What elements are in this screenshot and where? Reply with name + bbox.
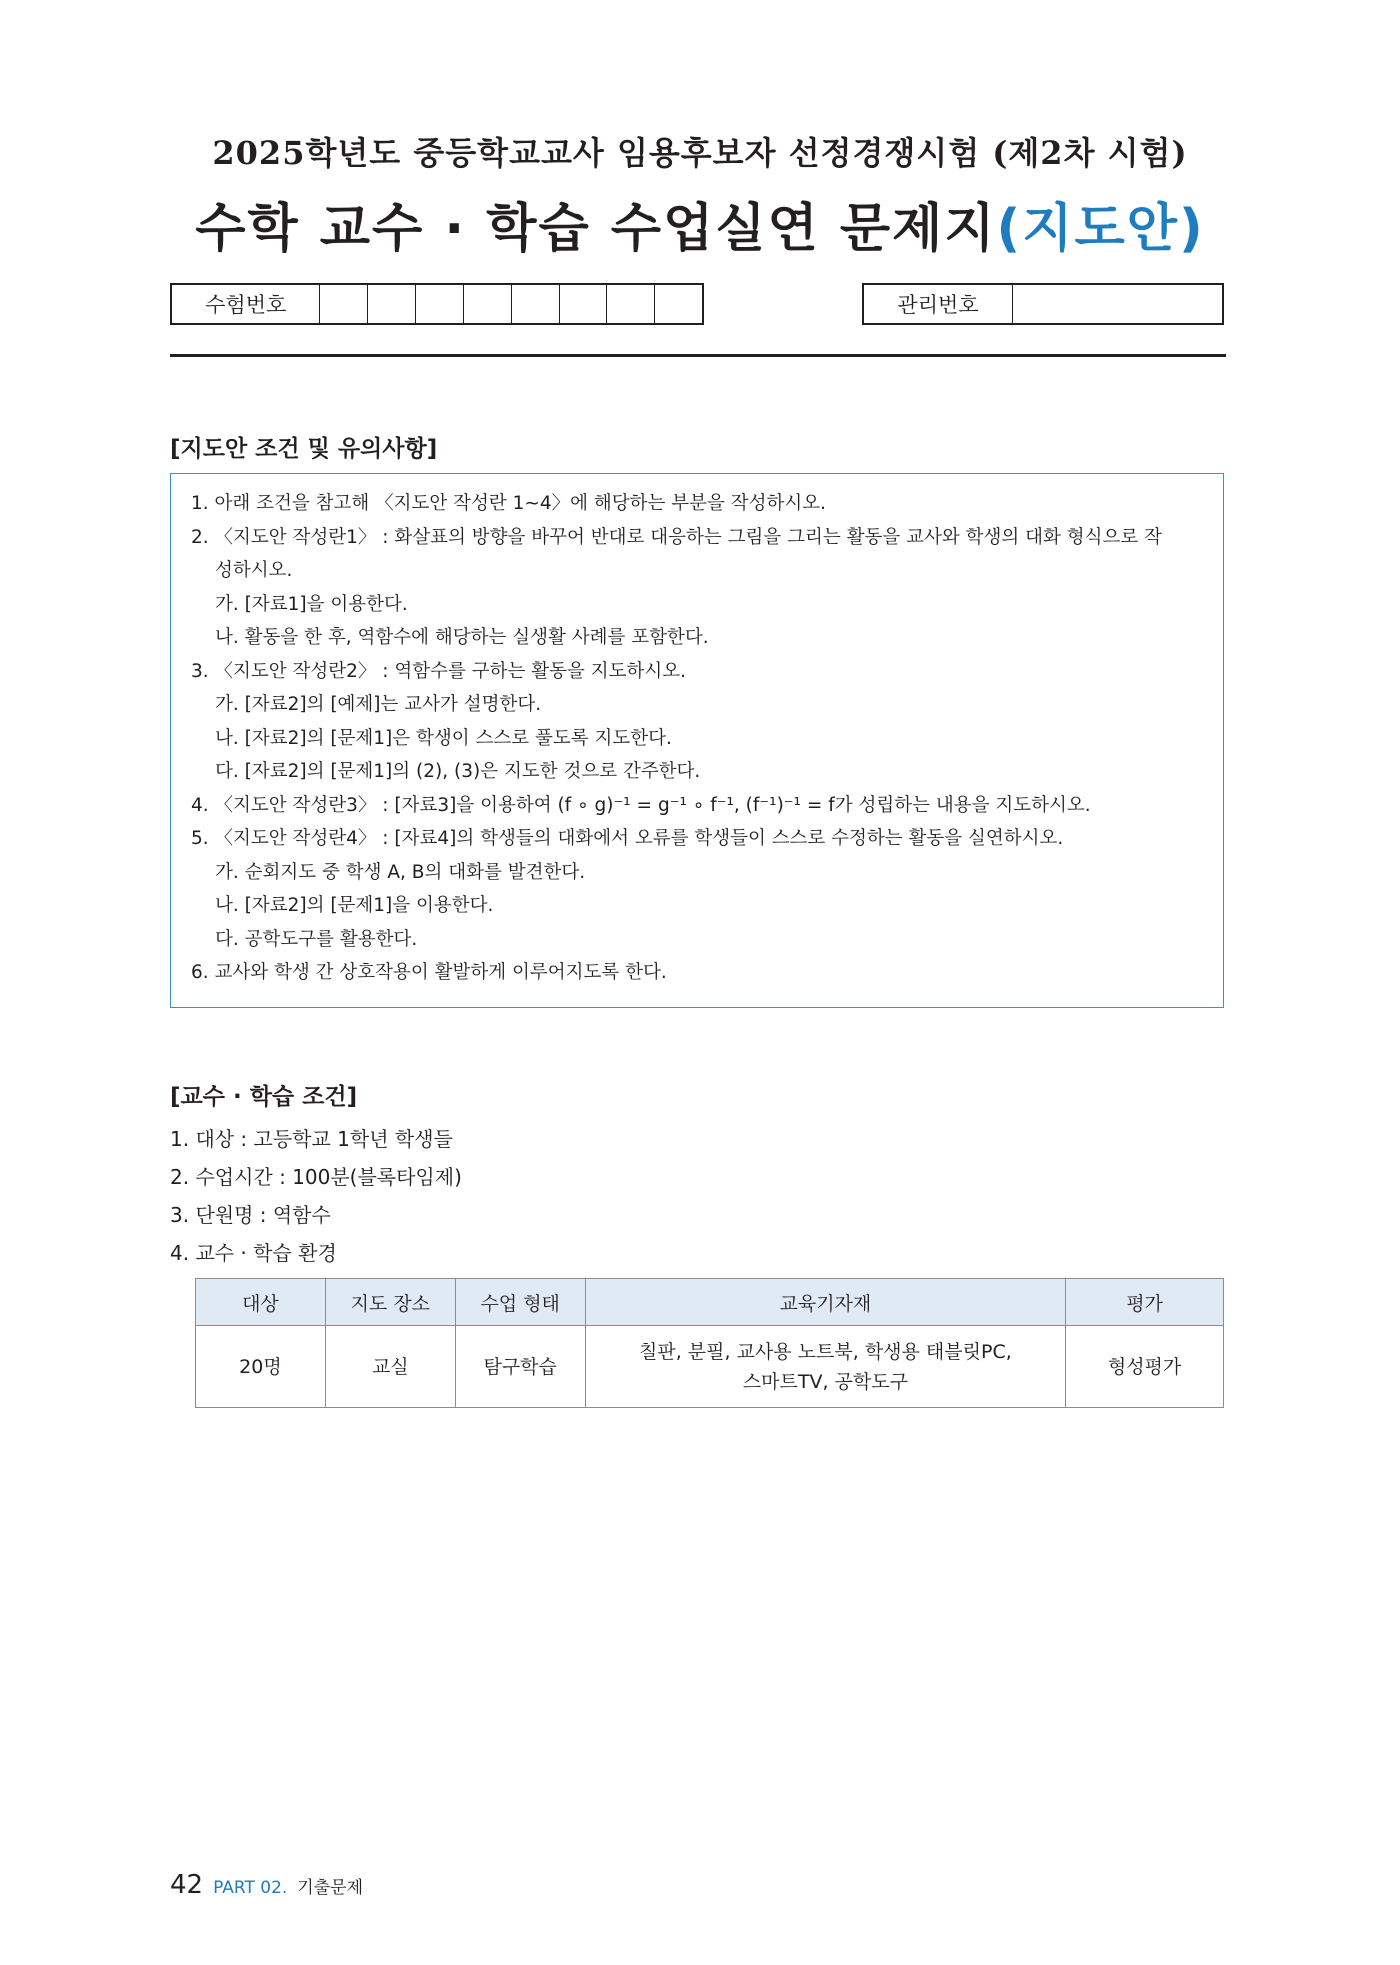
condition-line: 가. 순회지도 중 학생 A, B의 대화를 발견한다. [215,861,586,883]
exam-number-cell[interactable] [416,285,464,323]
equipment-line: 스마트TV, 공학도구 [742,1370,908,1393]
condition-line: 5. 〈지도안 작성란4〉 : [자료4]의 학생들의 대화에서 오류를 학생들이 스스로 수정하는 활동을 실연하시오. [191,828,1064,849]
teaching-item: 3. 단원명 : 역함수 [170,1203,331,1227]
condition-line: 가. [자료1]을 이용한다. [215,593,408,615]
condition-line: 나. 활동을 한 후, 역함수에 해당하는 실생활 사례를 포함한다. [215,627,709,648]
management-number-box [862,283,1224,325]
condition-line: 나. [자료2]의 [문제1]을 이용한다. [215,895,494,916]
teaching-item: 4. 교수 · 학습 환경 [170,1241,337,1265]
table-header-row [196,1279,1224,1326]
environment-table [195,1278,1224,1408]
condition-line: 6. 교사와 학생 간 상호작용이 활발하게 이루어지도록 한다. [191,962,667,983]
table-header-cell: 대상 [196,1279,326,1326]
exam-title-main: 수학 교수 · 학습 수업실연 문제지 [195,199,997,259]
table-cell-target: 20명 [196,1326,326,1408]
condition-line: 성하시오. [215,560,293,581]
teaching-items [170,1120,462,1272]
exam-number-cell[interactable] [655,285,702,323]
teaching-item: 2. 수업시간 : 100분(블록타임제) [170,1165,462,1189]
table-header-cell: 지도 장소 [325,1279,455,1326]
table-cell-form: 탐구학습 [455,1326,585,1408]
table-cell-evaluation: 형성평가 [1066,1326,1224,1408]
exam-subtitle: 2025학년도 중등학교교사 임용후보자 선정경쟁시험 (제2차 시험) [212,134,1188,172]
exam-number-cell[interactable] [320,285,368,323]
exam-number-box [170,283,704,325]
exam-number-cell[interactable] [560,285,608,323]
equipment-line: 칠판, 분필, 교사용 노트북, 학생용 태블릿PC, [639,1340,1012,1363]
conditions-title: [지도안 조건 및 유의사항] [170,436,438,462]
management-number-label: 관리번호 [864,285,1013,323]
part-label: PART 02. [213,1878,288,1898]
condition-line: 나. [자료2]의 [문제1]은 학생이 스스로 풀도록 지도한다. [215,727,672,749]
condition-line: 2. 〈지도안 작성란1〉 : 화살표의 방향을 바꾸어 반대로 대응하는 그림을 그리는 활동을 교사와 학생의 대화 형식으로 작 [191,526,1162,548]
chapter-label: 기출문제 [297,1878,363,1898]
header-divider [170,354,1226,357]
table-cell-equipment [585,1326,1066,1408]
condition-line: 4. 〈지도안 작성란3〉 : [자료3]을 이용하여 (f ∘ g)⁻¹ = g⁻¹ ∘ f⁻¹, (f⁻¹)⁻¹ = f가 성립하는 내용을 지도하시오. [191,794,1091,816]
condition-line: 가. [자료2]의 [예제]는 교사가 설명한다. [215,694,542,715]
table-row [196,1326,1224,1408]
teaching-item: 1. 대상 : 고등학교 1학년 학생들 [170,1127,453,1151]
condition-line: 3. 〈지도안 작성란2〉 : 역함수를 구하는 활동을 지도하시오. [191,660,686,682]
table-header-cell: 수업 형태 [455,1279,585,1326]
exam-number-cell[interactable] [512,285,560,323]
page-footer [170,1870,363,1900]
condition-line: 다. 공학도구를 활용한다. [215,928,418,950]
management-number-field[interactable] [1013,285,1222,323]
teaching-title: [교수 · 학습 조건] [170,1084,358,1110]
condition-line: 다. [자료2]의 [문제1]의 (2), (3)은 지도한 것으로 간주한다. [215,761,701,782]
exam-title [0,186,1400,261]
page-number: 42 [170,1870,204,1900]
exam-number-cell[interactable] [607,285,655,323]
table-cell-place: 교실 [325,1326,455,1408]
exam-title-accent: (지도안) [996,199,1205,259]
table-header-cell: 교육기자재 [585,1279,1066,1326]
table-header-cell: 평가 [1066,1279,1224,1326]
conditions-box [170,473,1224,1008]
exam-number-label: 수험번호 [172,285,320,323]
exam-number-cell[interactable] [464,285,512,323]
exam-number-cell[interactable] [368,285,416,323]
condition-line: 1. 아래 조건을 참고해 〈지도안 작성란 1∼4〉에 해당하는 부분을 작성하시오. [191,493,827,514]
